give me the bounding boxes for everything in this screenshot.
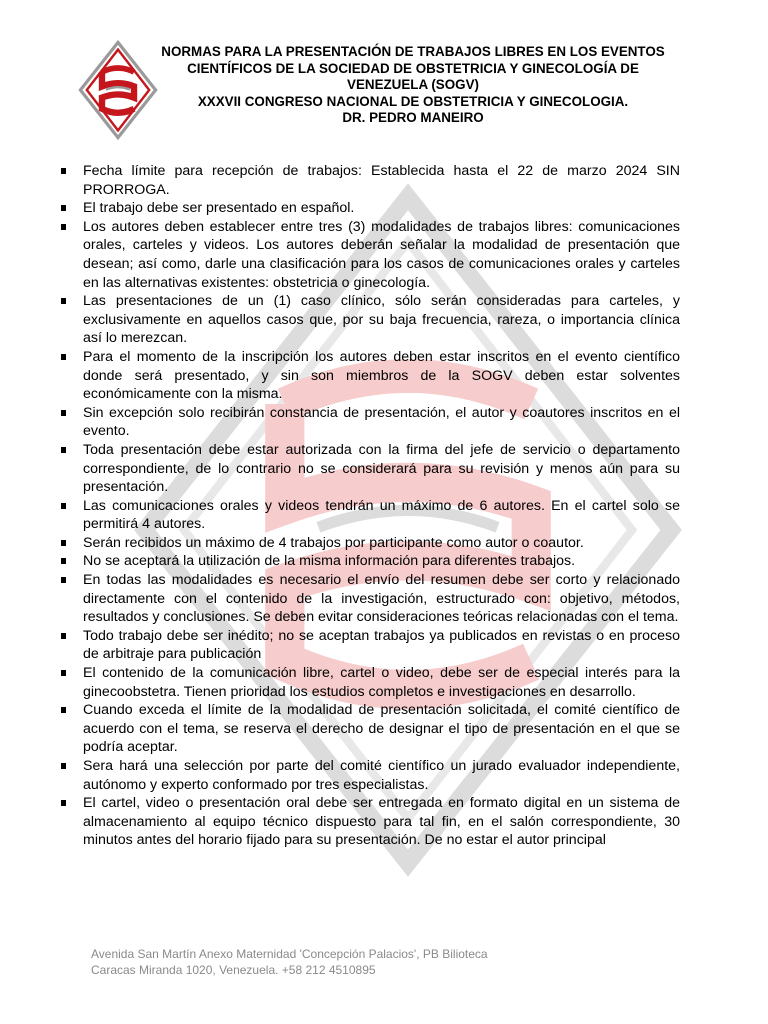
rule-item — [60, 701, 680, 757]
rule-item — [60, 199, 680, 218]
rule-text: Toda presentación debe estar autorizada con la firma del jefe de servicio o departamento correspondiente, de lo contrario no se considerará para su revisión y menos aún para su presentación. — [83, 441, 680, 496]
rule-text: Cuando exceda el límite de la modalidad de presentación solicitada, el comité científico de acuerdo con el tema, se reserva el derecho de designar el tipo de presentación en el que se podría aceptar. — [83, 702, 680, 756]
bullet-icon — [61, 410, 66, 416]
bullet-icon — [61, 763, 66, 769]
bullet-icon — [61, 558, 66, 564]
bullet-icon — [61, 540, 66, 546]
rule-item — [60, 162, 680, 199]
rule-item — [60, 757, 680, 794]
rule-item — [60, 441, 680, 497]
rule-text: Las comunicaciones orales y videos tendrán un máximo de 6 autores. En el cartel solo se permitirá 4 autores. — [83, 497, 680, 533]
header-title-line: VENEZUELA (SOGV) — [347, 77, 479, 92]
rule-item — [60, 794, 680, 850]
bullet-icon — [61, 224, 66, 230]
rule-text: Las presentaciones de un (1) caso clínico, sólo serán consideradas para carteles, y exclusivamente en aquellos casos que, por su baja frecuencia, rareza, o importancia clínica así lo merezcan. — [83, 293, 680, 347]
rule-item — [60, 218, 680, 292]
footer-address-line: Avenida San Martín Anexo Maternidad 'Concepción Palacios', PB Bilioteca — [91, 947, 488, 961]
rule-item — [60, 404, 680, 441]
footer-contact-line: Caracas Miranda 1020, Venezuela. +58 212 4510895 — [91, 963, 376, 977]
bullet-icon — [61, 800, 66, 806]
rule-item — [60, 534, 680, 553]
bullet-icon — [61, 447, 66, 453]
rule-item — [60, 552, 680, 571]
document-header — [138, 44, 688, 127]
rule-item — [60, 292, 680, 348]
rule-text: No se aceptará la utilización de la misma información para diferentes trabajos. — [83, 553, 576, 570]
bullet-icon — [61, 354, 66, 360]
rule-text: Serán recibidos un máximo de 4 trabajos por participante como autor o coautor. — [83, 534, 584, 551]
rule-item — [60, 664, 680, 701]
bullet-icon — [61, 670, 66, 676]
rule-text: Fecha límite para recepción de trabajos: Establecida hasta el 22 de marzo 2024 SIN PRORROGA. — [83, 163, 680, 198]
rule-item — [60, 348, 680, 404]
rule-text: Sin excepción solo recibirán constancia de presentación, el autor y coautores inscritos en el evento. — [83, 404, 680, 440]
rule-item — [60, 497, 680, 534]
rule-text: El cartel, video o presentación oral debe ser entregada en formato digital en un sistema de almacenamiento al equipo técnico dispuesto para tal fin, en el salón correspondiente, 30 minutos antes del horario fijado para su presentación. De no estar el autor principal — [83, 795, 680, 849]
rule-text: El trabajo debe ser presentado en español. — [83, 200, 355, 217]
rule-item — [60, 571, 680, 627]
bullet-icon — [61, 298, 66, 304]
rule-text: Para el momento de la inscripción los autores deben estar inscritos en el evento científico donde será presentado, y sin son miembros de la SOGV deben estar solventes económicamente con la misma. — [83, 348, 680, 403]
bullet-icon — [61, 577, 66, 583]
header-title-line: CIENTÍFICOS DE LA SOCIEDAD DE OBSTETRICIA Y GINECOLOGÍA DE — [187, 60, 639, 76]
bullet-icon — [61, 707, 66, 713]
header-title-line: NORMAS PARA LA PRESENTACIÓN DE TRABAJOS LIBRES EN LOS EVENTOS — [161, 44, 665, 59]
rule-text: En todas las modalidades es necesario el envío del resumen debe ser corto y relacionado directamente con el contenido de la investigación, estructurado con: objetivo, métodos, resultados y conclusiones. Se deben evitar consideraciones teóricas relacionadas con el tema. — [83, 572, 680, 626]
header-event-line: XXXVII CONGRESO NACIONAL DE OBSTETRICIA Y GINECOLOGIA. — [197, 93, 629, 109]
rule-text: Sera hará una selección por parte del comité científico un jurado evaluador independiente, autónomo y experto conformado por tres especialistas. — [83, 758, 680, 793]
header-honoree-line: DR. PEDRO MANEIRO — [342, 110, 484, 125]
bullet-icon — [61, 168, 66, 174]
rules-list — [60, 162, 680, 850]
bullet-icon — [61, 633, 66, 639]
rule-text: Los autores deben establecer entre tres (3) modalidades de trabajos libres: comunicaciones orales, carteles y videos. Los autores deberán señalar la modalidad de presentación que desean; así como, darle una clasificación para los casos de comunicaciones orales y carteles en las alternativas existentes: obstetricia o ginecología. — [83, 218, 680, 291]
rule-text: Todo trabajo debe ser inédito; no se aceptan trabajos ya publicados en revistas o en proceso de arbitraje para publicación — [83, 627, 680, 663]
rule-text: El contenido de la comunicación libre, cartel o video, debe ser de especial interés para la ginecoobstetra. Tienen prioridad los estudios completos e investigaciones en desarrollo. — [83, 665, 680, 700]
page-footer — [91, 946, 488, 978]
bullet-icon — [61, 205, 66, 211]
bullet-icon — [61, 503, 66, 509]
rule-item — [60, 627, 680, 664]
